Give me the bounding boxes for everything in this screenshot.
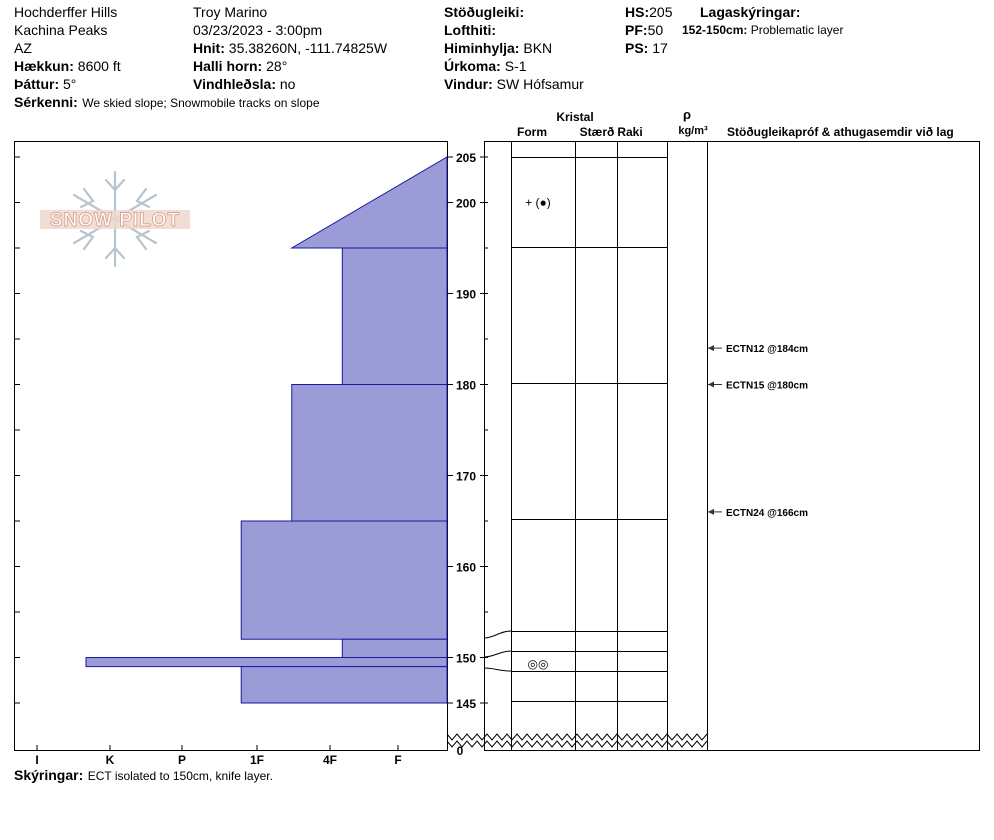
hardness-tick-label: K xyxy=(105,753,115,767)
depth-tick-label: 180 xyxy=(455,378,477,393)
crystal-symbols xyxy=(525,196,551,671)
snowpilot-logo xyxy=(40,172,190,266)
hardness-layer xyxy=(292,385,447,522)
test-arrow-head xyxy=(708,382,714,388)
problem-layer-note: 152-150cm: Problematic layer xyxy=(682,23,844,37)
location-name: Hochderffer Hills xyxy=(14,4,118,20)
layer-connector xyxy=(484,631,511,638)
hardness-layer xyxy=(292,157,447,248)
aspect: Þáttur: 5° xyxy=(14,76,77,92)
layer-connectors xyxy=(484,631,511,671)
hardness-layer xyxy=(342,639,447,657)
datetime: 03/23/2023 - 3:00pm xyxy=(193,22,323,38)
hardness-tick-label: 4F xyxy=(322,753,338,767)
hardness-tick-label: 1F xyxy=(249,753,265,767)
notes: Skýringar: ECT isolated to 150cm, knife layer. xyxy=(14,767,273,783)
observer: Troy Marino xyxy=(193,4,268,20)
depth-zero-label: 0 xyxy=(456,744,464,758)
layer-connector xyxy=(484,651,511,657)
depth-tick-label: 190 xyxy=(455,287,477,302)
depth-axis xyxy=(447,151,488,758)
layer-connector xyxy=(484,668,511,671)
depth-tick-label: 145 xyxy=(455,697,477,711)
test-result: ECTN15 @180cm xyxy=(726,380,809,392)
hardness-tick-label: F xyxy=(394,753,402,767)
stability-tests xyxy=(708,344,808,519)
state: AZ xyxy=(14,40,32,56)
test-result: ECTN24 @166cm xyxy=(726,507,809,519)
hardness-layers xyxy=(86,157,447,703)
form-header: Form xyxy=(517,125,547,139)
wind: Vindur: SW Hófsamur xyxy=(444,76,584,92)
hardness-layer xyxy=(342,248,447,385)
penetration-foot: PF:50 xyxy=(625,22,664,38)
air-temperature: Lofthiti: xyxy=(444,22,497,38)
hardness-tick-label: P xyxy=(177,753,187,767)
layer-rows xyxy=(511,158,667,702)
snow-height: HS:205 xyxy=(625,4,673,20)
crystal-symbol: ◎◎ xyxy=(527,656,549,671)
density-symbol: ρ xyxy=(682,107,692,122)
elevation: Hækkun: 8600 ft xyxy=(14,58,121,74)
hardness-axis xyxy=(35,745,401,767)
stability: Stöðugleiki: xyxy=(444,4,525,20)
range-name: Kachina Peaks xyxy=(14,22,108,38)
logo-text: SNOW PILOT xyxy=(49,210,181,231)
size-header: Stærð xyxy=(579,125,615,139)
hardness-layer xyxy=(86,658,447,667)
depth-tick-label: 200 xyxy=(455,196,477,211)
depth-tick-label: 160 xyxy=(455,560,477,575)
tests-header: Stöðugleikapróf & athugasemdir við lag xyxy=(727,125,954,139)
depth-tick-label: 205 xyxy=(455,151,477,165)
coordinates: Hnit: 35.38260N, -111.74825W xyxy=(193,40,388,56)
depth-tick-label: 170 xyxy=(455,469,477,484)
test-arrow-head xyxy=(708,345,714,351)
features: Sérkenni: We skied slope; Snowmobile tracks on slope xyxy=(14,94,320,110)
slope-angle: Halli horn: 28° xyxy=(193,58,288,74)
test-result: ECTN12 @184cm xyxy=(726,344,809,356)
test-arrow-head xyxy=(708,509,714,515)
layer-notes-title: Lagaskýringar: xyxy=(700,4,801,20)
precipitation: Úrkoma: S-1 xyxy=(444,58,527,74)
penetration-ski: PS: 17 xyxy=(625,40,668,56)
density-unit: kg/m³ xyxy=(678,125,708,137)
hardness-tick-label: I xyxy=(35,753,39,767)
crystal-symbol: + (●) xyxy=(525,195,551,210)
crystal-header: Kristal xyxy=(556,110,594,124)
wind-loading: Vindhleðsla: no xyxy=(193,76,296,92)
depth-tick-label: 150 xyxy=(455,651,477,666)
moisture-header: Raki xyxy=(617,125,643,139)
layer-table xyxy=(484,141,980,751)
hardness-layer xyxy=(241,667,447,703)
hardness-layer xyxy=(241,521,447,639)
sky-cover: Himinhylja: BKN xyxy=(444,40,553,56)
